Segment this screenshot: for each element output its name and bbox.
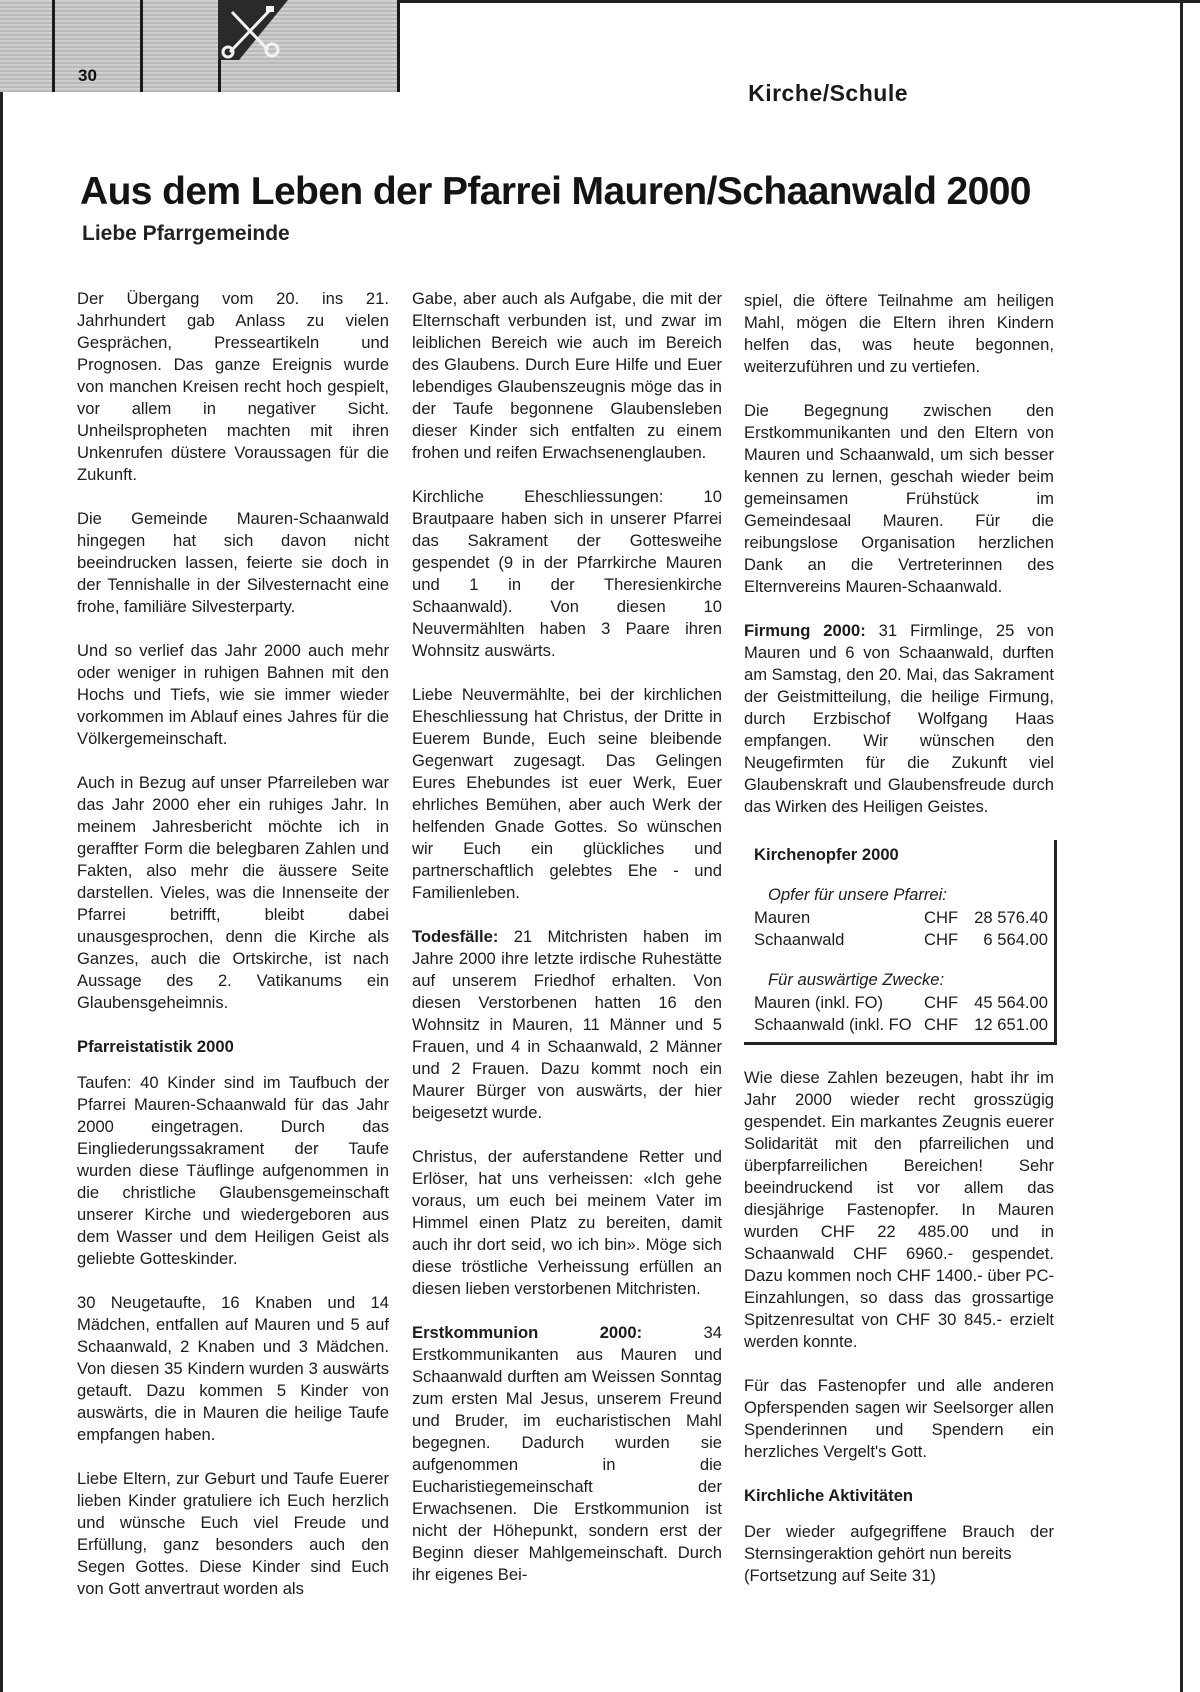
paragraph: Für das Fastenopfer und alle anderen Opferspenden sagen wir Seelsorger allen Spenderinnen und Spendern ein herzliches Vergelt's Gott. [744,1376,1054,1461]
paragraph-body: 31 Firmlinge, 25 von Mauren und 6 von Schaanwald, durften am Samstag, den 20. Mai, das Sakrament der Geistmitteilung, die heilige Firmung, durch Erzbischof Wolfgang Haas empfangen. Wir wünschen den Neugefirmten für die Zukunft viel Glaubenskraft und Glaubensfreude durch das Wirken des Heiligen Geistes. [744,621,1055,816]
paragraph: Christus, der auferstandene Retter und Erlöser, hat uns verheissen: «Ich gehe voraus, um euch bei meinem Vater im Himmel einen Platz zu bereiten, damit auch ihr dort seid, wo ich bin». Möge sich diese tröstliche Verheissung erfüllen an diesen lieben verstorbenen Mitchristen. [412,1147,722,1298]
header-divider [397,0,400,92]
offerings-amount: 12 651.00 [974,1015,1048,1034]
column-3 [744,290,1054,1609]
article-title: Aus dem Leben der Pfarrei Mauren/Schaanwald 2000 [80,170,1031,213]
paragraph-lead: Firmung 2000: [744,621,866,640]
offerings-amount: 28 576.40 [974,908,1048,927]
article-subtitle: Liebe Pfarrgemeinde [82,222,290,245]
offerings-currency: CHF [924,993,959,1012]
offerings-row [754,1014,1054,1036]
paragraph: spiel, die öftere Teilnahme am heiligen Mahl, mögen die Eltern ihren Kindern helfen das, was heute begonnen, weiterzuführen und zu vertiefen. [744,291,1054,376]
offerings-currency: CHF [924,930,959,949]
column-2 [412,288,722,1608]
header-divider [52,0,55,92]
header-band [0,0,400,92]
offerings-box [744,840,1057,1045]
offerings-place: Schaanwald [754,930,845,949]
paragraph: Taufen: 40 Kinder sind im Taufbuch der Pfarrei Mauren-Schaanwald für das Jahr 2000 eingetragen. Durch das Eingliederungssakrament der Taufe wurden diese Täuflinge aufgenommen in die christliche Glaubensgemeinschaft unserer Kirche und wiedergeboren aus dem Wasser und dem Heiligen Geist als geliebte Gotteskinder. [77,1073,389,1268]
paragraph-body: 34 Erstkommunikanten aus Mauren und Schaanwald durften am Weissen Sonntag zum ersten Mal Jesus, unserem Freund und Bruder, im eucharistischen Mahl begegnen. Dadurch wurden sie aufgenommen in die Eucharistiegemeinschaft der Erwachsenen. Die Erstkommunion ist nicht der Höhepunkt, sondern erst der Beginn dieser Mahlgemeinschaft. Durch ihr eigenes Bei- [412,1323,722,1584]
offerings-title: Kirchenopfer 2000 [754,845,899,864]
paragraph: Die Begegnung zwischen den Erstkommunikanten und den Eltern von Mauren und Schaanwald, um sich besser kennen zu lernen, geschah wieder beim gemeinsamen Frühstück im Gemeindesaal Mauren. Für die reibungslose Organisation herzlichen Dank an die Vertreterinnen des Elternvereins Mauren-Schaanwald. [744,401,1054,596]
paragraph-lead: Todesfälle: [412,927,499,946]
paragraph: Auch in Bezug auf unser Pfarreileben war das Jahr 2000 eher ein ruhiges Jahr. In meinem Jahresbericht möchte ich in geraffter Form die belegbaren Zahlen und Fakten, also mehr die äussere Seite darstellen. Vieles, was die Innenseite der Pfarrei betrifft, bleibt dabei unausgesprochen, denn die Kirche als Ganzes, auch die Ortskirche, ist nach Aussage des 2. Vatikanums ein Glaubensgeheimnis. [77,773,389,1012]
left-border [0,0,3,1692]
offerings-currency: CHF [924,908,959,927]
paragraph: Der wieder aufgegriffene Brauch der Sternsingeraktion gehört nun bereits [744,1522,1054,1563]
offerings-place: Schaanwald (inkl. FO [754,1015,912,1034]
paragraph: Gabe, aber auch als Aufgabe, die mit der Elternschaft verbunden ist, und zwar im leiblichen Bereich wie auch im Bereich des Glaubens. Durch Eure Hilfe und Euer lebendiges Glaubenszeugnis möge das in der Taufe begonnene Glaubensleben dieser Kinder sich entfalten zu einem frohen und reifen Erwachsenenglauben. [412,289,722,462]
header-divider [140,0,143,92]
paragraph: Kirchliche Eheschliessungen: 10 Brautpaare haben sich in unserer Pfarrei das Sakrament der Gottesweihe gespendet (9 in der Pfarrkirche Mauren und 1 in der Theresienkirche Schaanwald). Von diesen 10 Neuvermählten haben 3 Paare ihren Wohnsitz auswärts. [412,487,722,660]
crossed-keys-icon [218,2,288,62]
offerings-section-label: Opfer für unsere Pfarrei: [768,885,947,904]
paragraph: Wie diese Zahlen bezeugen, habt ihr im Jahr 2000 wieder recht grosszügig gespendet. Ein markantes Zeugnis euerer Solidarität mit den pfarreilichen und überpfarreilichen Bereichen! Sehr beeindruckend ist vor allem das diesjährige Fastenopfer. In Mauren wurden CHF 22 485.00 und in Schaanwald CHF 6960.- gespendet. Dazu kommen noch CHF 1400.- über PC-Einzahlungen, so dass das grossartige Spitzenresultat von CHF 30 845.- erzielt werden konnte. [744,1068,1054,1351]
paragraph [412,926,722,1124]
section-heading: Kirchliche Aktivitäten [744,1486,914,1505]
section-label: Kirche/Schule [748,80,908,106]
offerings-section-label: Für auswärtige Zwecke: [768,970,945,989]
offerings-place: Mauren (inkl. FO) [754,993,884,1012]
offerings-row [754,929,1054,951]
offerings-place: Mauren [754,908,811,927]
continuation-note: (Fortsetzung auf Seite 31) [744,1566,936,1585]
offerings-amount: 6 564.00 [983,930,1048,949]
page-number: 30 [78,66,97,85]
section-heading: Pfarreistatistik 2000 [77,1037,234,1056]
paragraph-body: 21 Mitchristen haben im Jahre 2000 ihre letzte irdische Ruhestätte auf unserem Friedhof erhalten. Von diesen Verstorbenen hatten 16 den Wohnsitz in Mauren, 11 Männer und 5 Frauen, und 4 in Schaanwald, 2 Männer und 2 Frauen. Dazu kommt noch ein Maurer Bürger von auswärts, der hier beigesetzt wurde. [412,927,722,1122]
offerings-row [754,992,1054,1014]
paragraph: Und so verlief das Jahr 2000 auch mehr oder weniger in ruhigen Bahnen mit den Hochs und Tiefs, wie sie immer wieder vorkommen im Ablauf eines Jahres für die Völkergemeinschaft. [77,641,389,748]
right-border [1180,0,1183,1692]
paragraph-lead: Erstkommunion 2000: [412,1323,643,1342]
paragraph: Der Übergang vom 20. ins 21. Jahrhundert gab Anlass zu vielen Gesprächen, Presseartikeln und Prognosen. Das ganze Ereignis wurde von manchen Kreisen recht hoch gespielt, vor allem in negativer Sicht. Unheilspropheten machten mit ihren Unkenrufen düstere Voraussagen für die Zukunft. [77,289,389,484]
paragraph: Liebe Neuvermählte, bei der kirchlichen Eheschliessung hat Christus, der Dritte in Euerem Bunde, Euch seine bleibende Gegenwart zugesagt. Das Gelingen Eures Ehebundes ist euer Werk, Euer ehrliches Bemühen, aber auch Werk der helfenden Gnade Gottes. So wünschen wir Euch ein glückliches und partnerschaftlich gelebtes Ehe - und Familienleben. [412,685,722,902]
paragraph: 30 Neugetaufte, 16 Knaben und 14 Mädchen, entfallen auf Mauren und 5 auf Schaanwald, 2 Knaben und 3 Mädchen. Von diesen 35 Kindern wurden 3 auswärts getauft. Dazu kommen 5 Kinder von auswärts, die in Mauren die heilige Taufe empfangen haben. [77,1293,389,1444]
offerings-row [754,907,1054,929]
column-1 [77,288,389,1622]
offerings-currency: CHF [924,1015,959,1034]
paragraph [412,1322,722,1586]
paragraph [744,620,1054,818]
offerings-amount: 45 564.00 [974,993,1048,1012]
paragraph: Liebe Eltern, zur Geburt und Taufe Euerer lieben Kinder gratuliere ich Euch herzlich und wünsche Euch viel Freude und Erfüllung, ganz besonders auch den Segen Gottes. Diese Kinder sind Euch von Gott anvertraut worden als [77,1469,389,1598]
paragraph: Die Gemeinde Mauren-Schaanwald hingegen hat sich davon nicht beeindrucken lassen, feierte sie doch in der Tennishalle in der Silvesternacht eine frohe, familiäre Silvesterparty. [77,509,389,616]
